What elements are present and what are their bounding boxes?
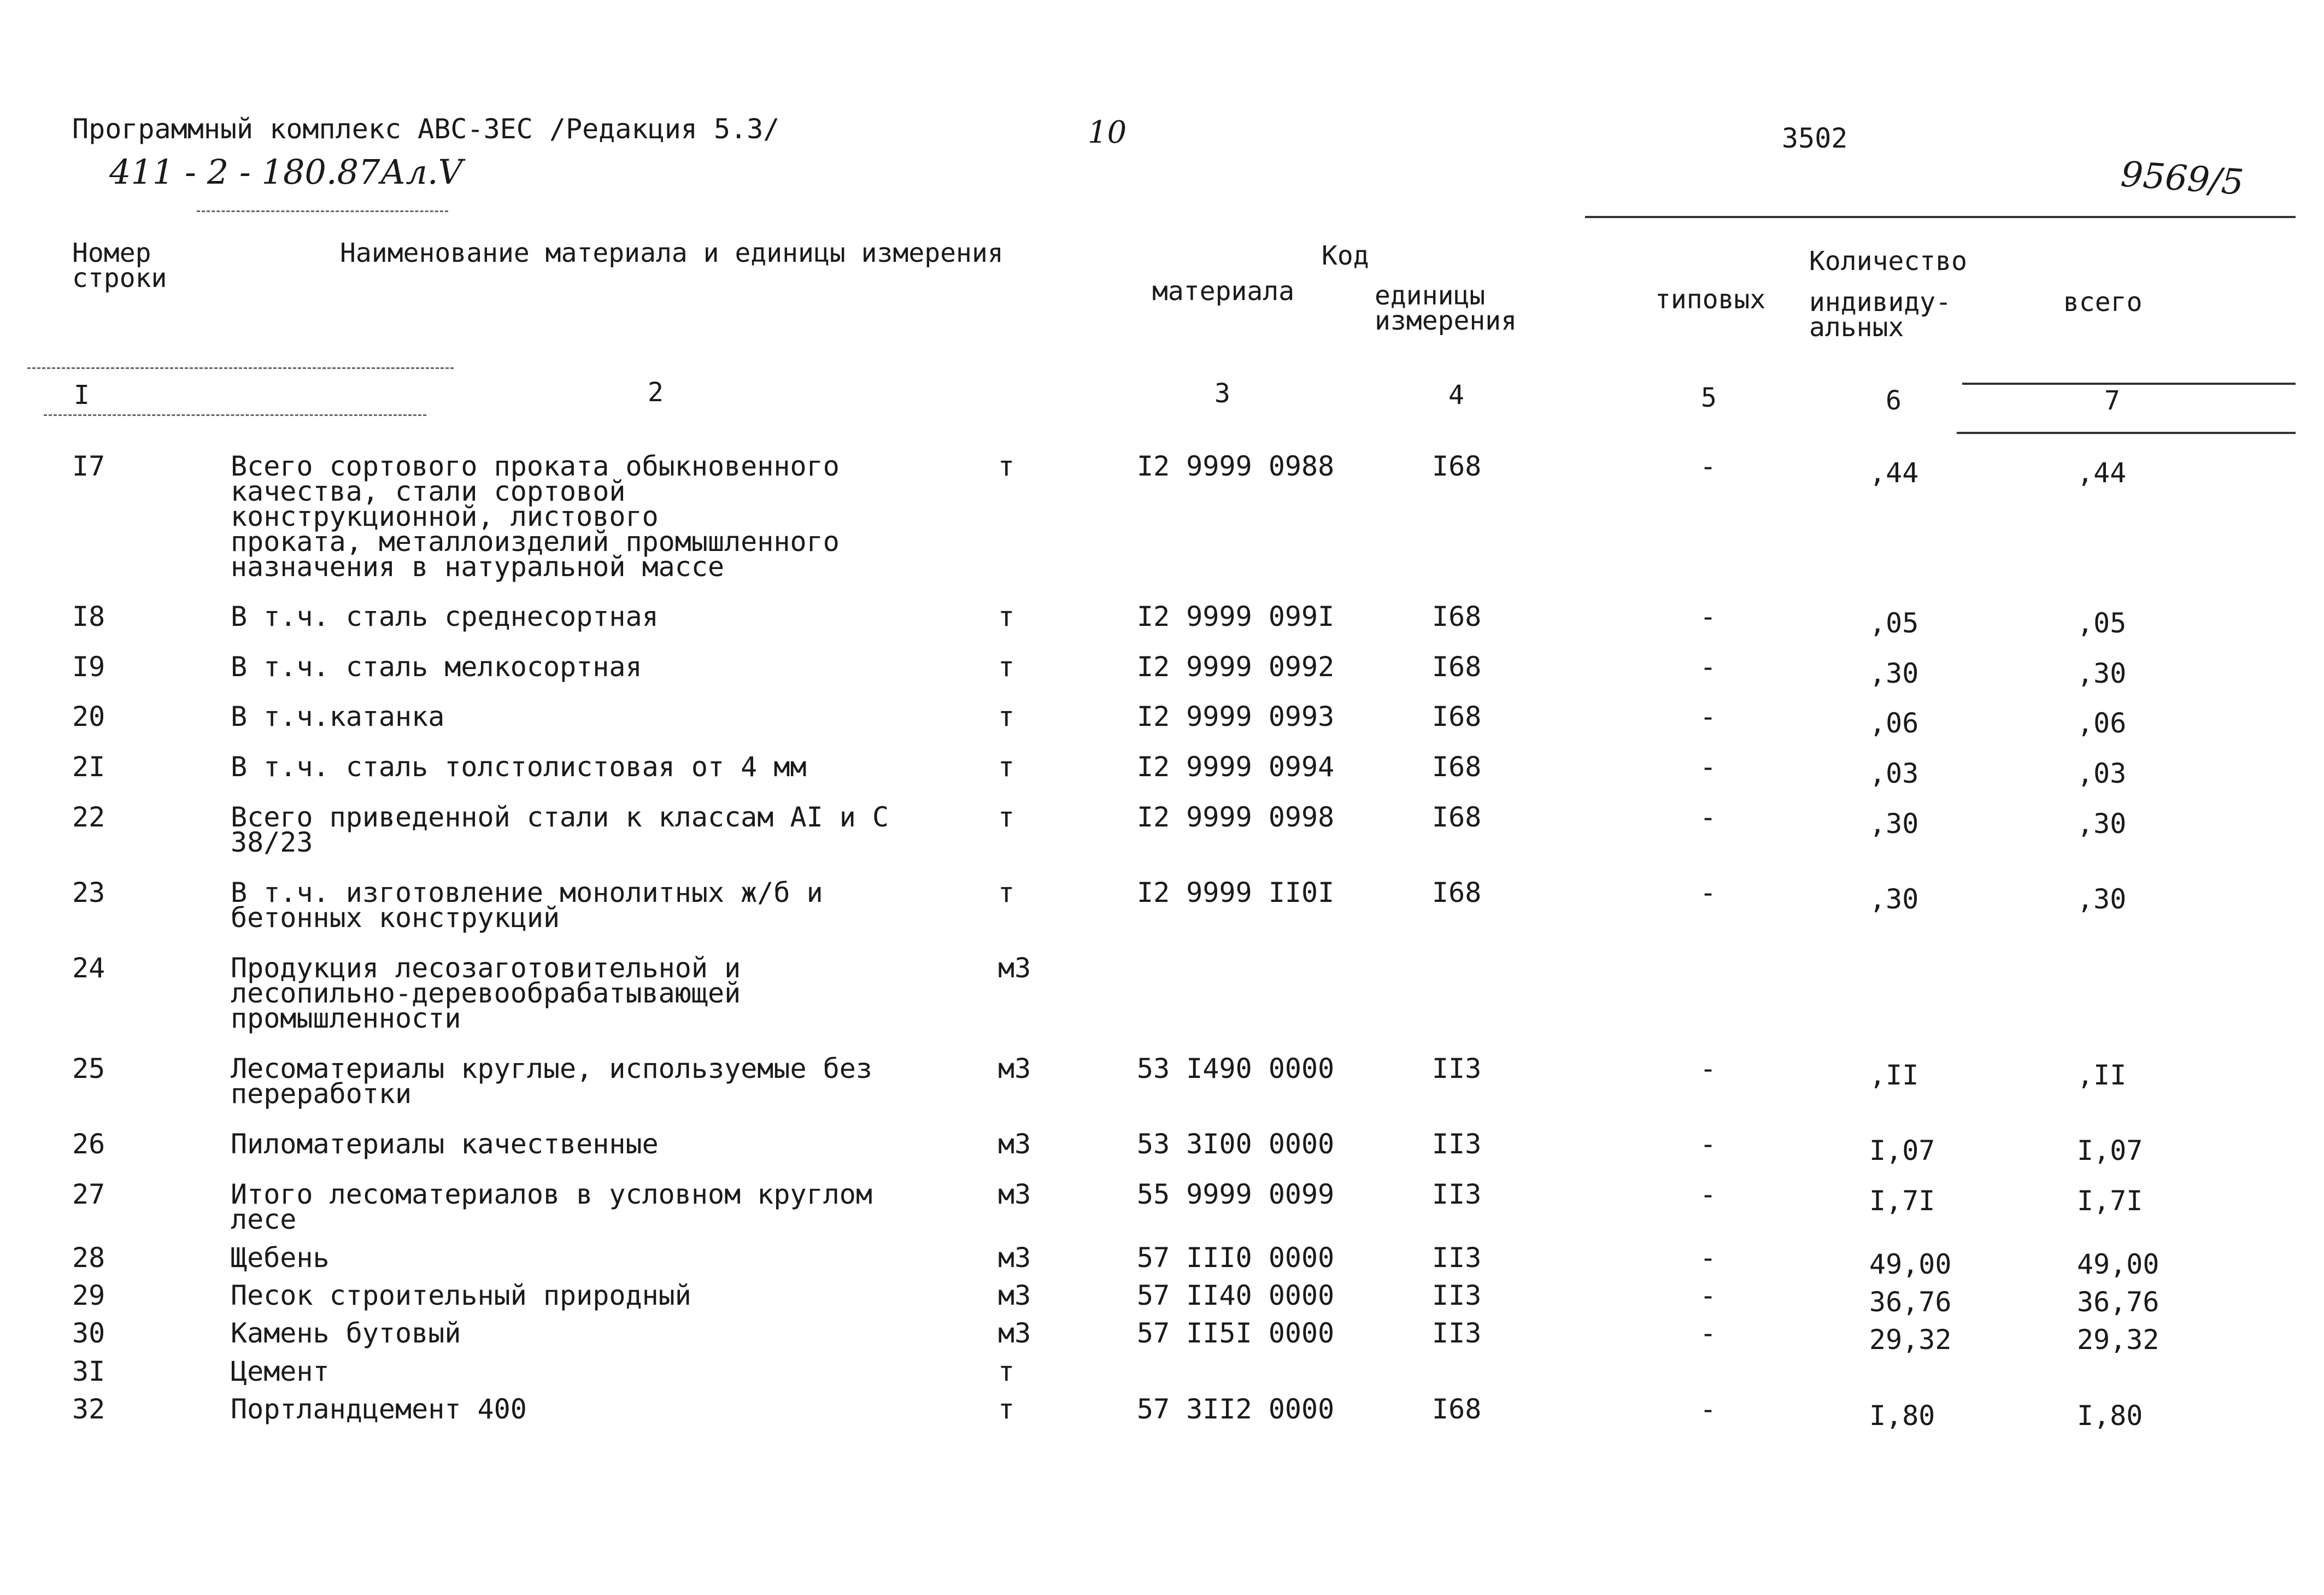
colnum-rule-right bbox=[1957, 432, 2296, 434]
material-name: В т.ч. изготовление монолитных ж/б и бетонных конструкций bbox=[231, 877, 823, 934]
unit: м3 bbox=[998, 1280, 1031, 1311]
material-name: Цемент bbox=[231, 1356, 330, 1387]
material-name: Песок строительный природный bbox=[231, 1280, 691, 1311]
typical-qty: - bbox=[1700, 450, 1717, 482]
total-qty: I,7I bbox=[2077, 1185, 2143, 1217]
row-number: 29 bbox=[72, 1280, 105, 1311]
unit: т bbox=[998, 701, 1015, 732]
row-number: 3I bbox=[72, 1356, 105, 1387]
header-rule-top-right bbox=[1585, 216, 2296, 218]
document-number: 3502 bbox=[1782, 122, 1848, 154]
row-number: 27 bbox=[72, 1178, 105, 1210]
material-name: Камень бутовый bbox=[231, 1317, 461, 1349]
total-qty: ,30 bbox=[2077, 883, 2127, 915]
unit-code: I68 bbox=[1432, 877, 1482, 908]
row-number: 28 bbox=[72, 1242, 105, 1274]
material-name: В т.ч. сталь среднесортная bbox=[231, 601, 659, 632]
material-code: 57 3II2 0000 bbox=[1137, 1393, 1335, 1425]
unit-code: II3 bbox=[1432, 1317, 1482, 1349]
unit: т bbox=[998, 877, 1015, 908]
material-code: 53 3I00 0000 bbox=[1137, 1128, 1335, 1160]
unit-code: II3 bbox=[1432, 1178, 1482, 1210]
unit: м3 bbox=[998, 1242, 1031, 1274]
typical-qty: - bbox=[1700, 701, 1717, 732]
unit-code: II3 bbox=[1432, 1128, 1482, 1160]
individual-qty: ,30 bbox=[1869, 883, 1919, 915]
total-qty: ,30 bbox=[2077, 808, 2127, 840]
typical-qty: - bbox=[1700, 1242, 1717, 1274]
material-code: 53 I490 0000 bbox=[1137, 1053, 1335, 1084]
typical-qty: - bbox=[1700, 1317, 1717, 1349]
material-code: 57 II5I 0000 bbox=[1137, 1317, 1335, 1349]
row-number: 24 bbox=[72, 952, 105, 984]
material-code: 55 9999 0099 bbox=[1137, 1178, 1335, 1210]
row-number: I7 bbox=[72, 450, 105, 482]
unit: м3 bbox=[998, 952, 1031, 984]
col-header-code-material: материала bbox=[1152, 276, 1295, 307]
total-qty: ,30 bbox=[2077, 658, 2127, 689]
individual-qty: ,03 bbox=[1869, 758, 1919, 789]
material-name: В т.ч. сталь толстолистовая от 4 мм bbox=[231, 751, 807, 783]
col-header-name: Наименование материала и единицы измерения bbox=[340, 238, 1003, 268]
row-number: 20 bbox=[72, 701, 105, 732]
row-number: 30 bbox=[72, 1317, 105, 1349]
material-code: 57 III0 0000 bbox=[1137, 1242, 1335, 1274]
individual-qty: ,05 bbox=[1869, 607, 1919, 639]
individual-qty: 29,32 bbox=[1869, 1324, 1952, 1356]
unit: т bbox=[998, 450, 1015, 482]
col-header-typical: типовых bbox=[1655, 284, 1766, 315]
col-header-code-group: Код bbox=[1322, 241, 1369, 271]
typical-qty: - bbox=[1700, 601, 1717, 632]
column-number: 7 bbox=[2104, 385, 2120, 416]
individual-qty: I,80 bbox=[1869, 1400, 1935, 1432]
row-number: 32 bbox=[72, 1393, 105, 1425]
material-name: Всего приведенной стали к классам AI и С 38/23 bbox=[231, 801, 889, 858]
row-number: I9 bbox=[72, 651, 105, 683]
header-rule-bottom-right bbox=[1962, 383, 2296, 385]
column-number: 2 bbox=[648, 377, 664, 408]
material-code: I2 9999 0993 bbox=[1137, 701, 1335, 732]
column-number: 3 bbox=[1214, 378, 1230, 409]
material-code: I2 9999 0998 bbox=[1137, 801, 1335, 833]
total-qty: ,03 bbox=[2077, 758, 2127, 789]
individual-qty: ,II bbox=[1869, 1059, 1919, 1091]
material-name: Итого лесоматериалов в условном круглом лесе bbox=[231, 1178, 872, 1235]
unit-code: I68 bbox=[1432, 450, 1482, 482]
column-number: 6 bbox=[1886, 385, 1902, 416]
total-qty: 36,76 bbox=[2077, 1286, 2159, 1318]
colnum-rule-left bbox=[44, 414, 426, 416]
total-qty: ,05 bbox=[2077, 607, 2127, 639]
unit: т bbox=[998, 751, 1015, 783]
typical-qty: - bbox=[1700, 1178, 1717, 1210]
sheet-mark: 9569/5 bbox=[2119, 154, 2245, 203]
individual-qty: ,06 bbox=[1869, 707, 1919, 739]
total-qty: 29,32 bbox=[2077, 1324, 2159, 1356]
typical-qty: - bbox=[1700, 751, 1717, 783]
col-header-qty-group: Количество bbox=[1809, 246, 1967, 277]
material-name: Продукция лесозаготовительной и лесопильно-деревообрабатывающей промышленности bbox=[231, 952, 741, 1034]
unit-code: I68 bbox=[1432, 601, 1482, 632]
material-code: I2 9999 0994 bbox=[1137, 751, 1335, 783]
typical-qty: - bbox=[1700, 651, 1717, 683]
column-number: I bbox=[74, 380, 90, 411]
page-number: 10 bbox=[1088, 115, 1127, 150]
row-number: 22 bbox=[72, 801, 105, 833]
unit-code: II3 bbox=[1432, 1280, 1482, 1311]
unit: т bbox=[998, 601, 1015, 632]
unit: м3 bbox=[998, 1053, 1031, 1084]
individual-qty: ,30 bbox=[1869, 808, 1919, 840]
row-number: 26 bbox=[72, 1128, 105, 1160]
column-number: 5 bbox=[1701, 383, 1717, 413]
individual-qty: I,7I bbox=[1869, 1185, 1935, 1217]
unit: м3 bbox=[998, 1178, 1031, 1210]
unit: т bbox=[998, 651, 1015, 683]
unit-code: I68 bbox=[1432, 701, 1482, 732]
col-header-code-unit: единицы измерения bbox=[1375, 280, 1517, 336]
individual-qty: ,44 bbox=[1869, 457, 1919, 489]
col-header-row-no: Номер строки bbox=[72, 238, 167, 294]
total-qty: I,07 bbox=[2077, 1135, 2143, 1166]
col-header-individual: индивиду- альных bbox=[1809, 287, 1952, 343]
typical-qty: - bbox=[1700, 877, 1717, 908]
header-rule-top-left bbox=[197, 210, 448, 212]
total-qty: ,44 bbox=[2077, 457, 2127, 489]
material-code: I2 9999 099I bbox=[1137, 601, 1335, 632]
material-code: 57 II40 0000 bbox=[1137, 1280, 1335, 1311]
total-qty: ,06 bbox=[2077, 707, 2127, 739]
individual-qty: ,30 bbox=[1869, 658, 1919, 689]
total-qty: 49,00 bbox=[2077, 1248, 2159, 1280]
material-name: В т.ч. сталь мелкосортная bbox=[231, 651, 642, 683]
material-name: Пиломатериалы качественные bbox=[231, 1128, 659, 1160]
material-code: I2 9999 0988 bbox=[1137, 450, 1335, 482]
unit-code: I68 bbox=[1432, 751, 1482, 783]
unit: т bbox=[998, 801, 1015, 833]
unit: м3 bbox=[998, 1128, 1031, 1160]
material-code: I2 9999 0992 bbox=[1137, 651, 1335, 683]
individual-qty: 49,00 bbox=[1869, 1248, 1952, 1280]
individual-qty: 36,76 bbox=[1869, 1286, 1952, 1318]
unit-code: II3 bbox=[1432, 1053, 1482, 1084]
individual-qty: I,07 bbox=[1869, 1135, 1935, 1166]
total-qty: I,80 bbox=[2077, 1400, 2143, 1432]
material-name: В т.ч.катанка bbox=[231, 701, 445, 732]
row-number: 25 bbox=[72, 1053, 105, 1084]
unit: т bbox=[998, 1393, 1015, 1425]
typical-qty: - bbox=[1700, 1393, 1717, 1425]
unit: т bbox=[998, 1356, 1015, 1387]
unit-code: I68 bbox=[1432, 801, 1482, 833]
unit-code: II3 bbox=[1432, 1242, 1482, 1274]
program-title: Программный комплекс АВС-3ЕС /Редакция 5.3/ bbox=[72, 113, 780, 145]
col-header-total: всего bbox=[2063, 287, 2143, 318]
unit: м3 bbox=[998, 1317, 1031, 1349]
typical-qty: - bbox=[1700, 1053, 1717, 1084]
material-name: Щебень bbox=[231, 1242, 330, 1274]
material-code: I2 9999 II0I bbox=[1137, 877, 1335, 908]
typical-qty: - bbox=[1700, 1280, 1717, 1311]
material-name: Портландцемент 400 bbox=[231, 1393, 527, 1425]
typical-qty: - bbox=[1700, 1128, 1717, 1160]
row-number: 2I bbox=[72, 751, 105, 783]
unit-code: I68 bbox=[1432, 1393, 1482, 1425]
total-qty: ,II bbox=[2077, 1059, 2127, 1091]
document-code: 411 - 2 - 180.87Ал.V bbox=[109, 152, 463, 192]
typical-qty: - bbox=[1700, 801, 1717, 833]
header-rule-bottom-left bbox=[27, 367, 454, 369]
material-name: Лесоматериалы круглые, используемые без переработки bbox=[231, 1053, 872, 1110]
unit-code: I68 bbox=[1432, 651, 1482, 683]
row-number: 23 bbox=[72, 877, 105, 908]
material-name: Всего сортового проката обыкновенного качества, стали сортовой конструкционной, листового проката, металлоизделий промышленного назначения в натуральной массе bbox=[231, 450, 840, 583]
row-number: I8 bbox=[72, 601, 105, 632]
column-number: 4 bbox=[1448, 380, 1464, 411]
